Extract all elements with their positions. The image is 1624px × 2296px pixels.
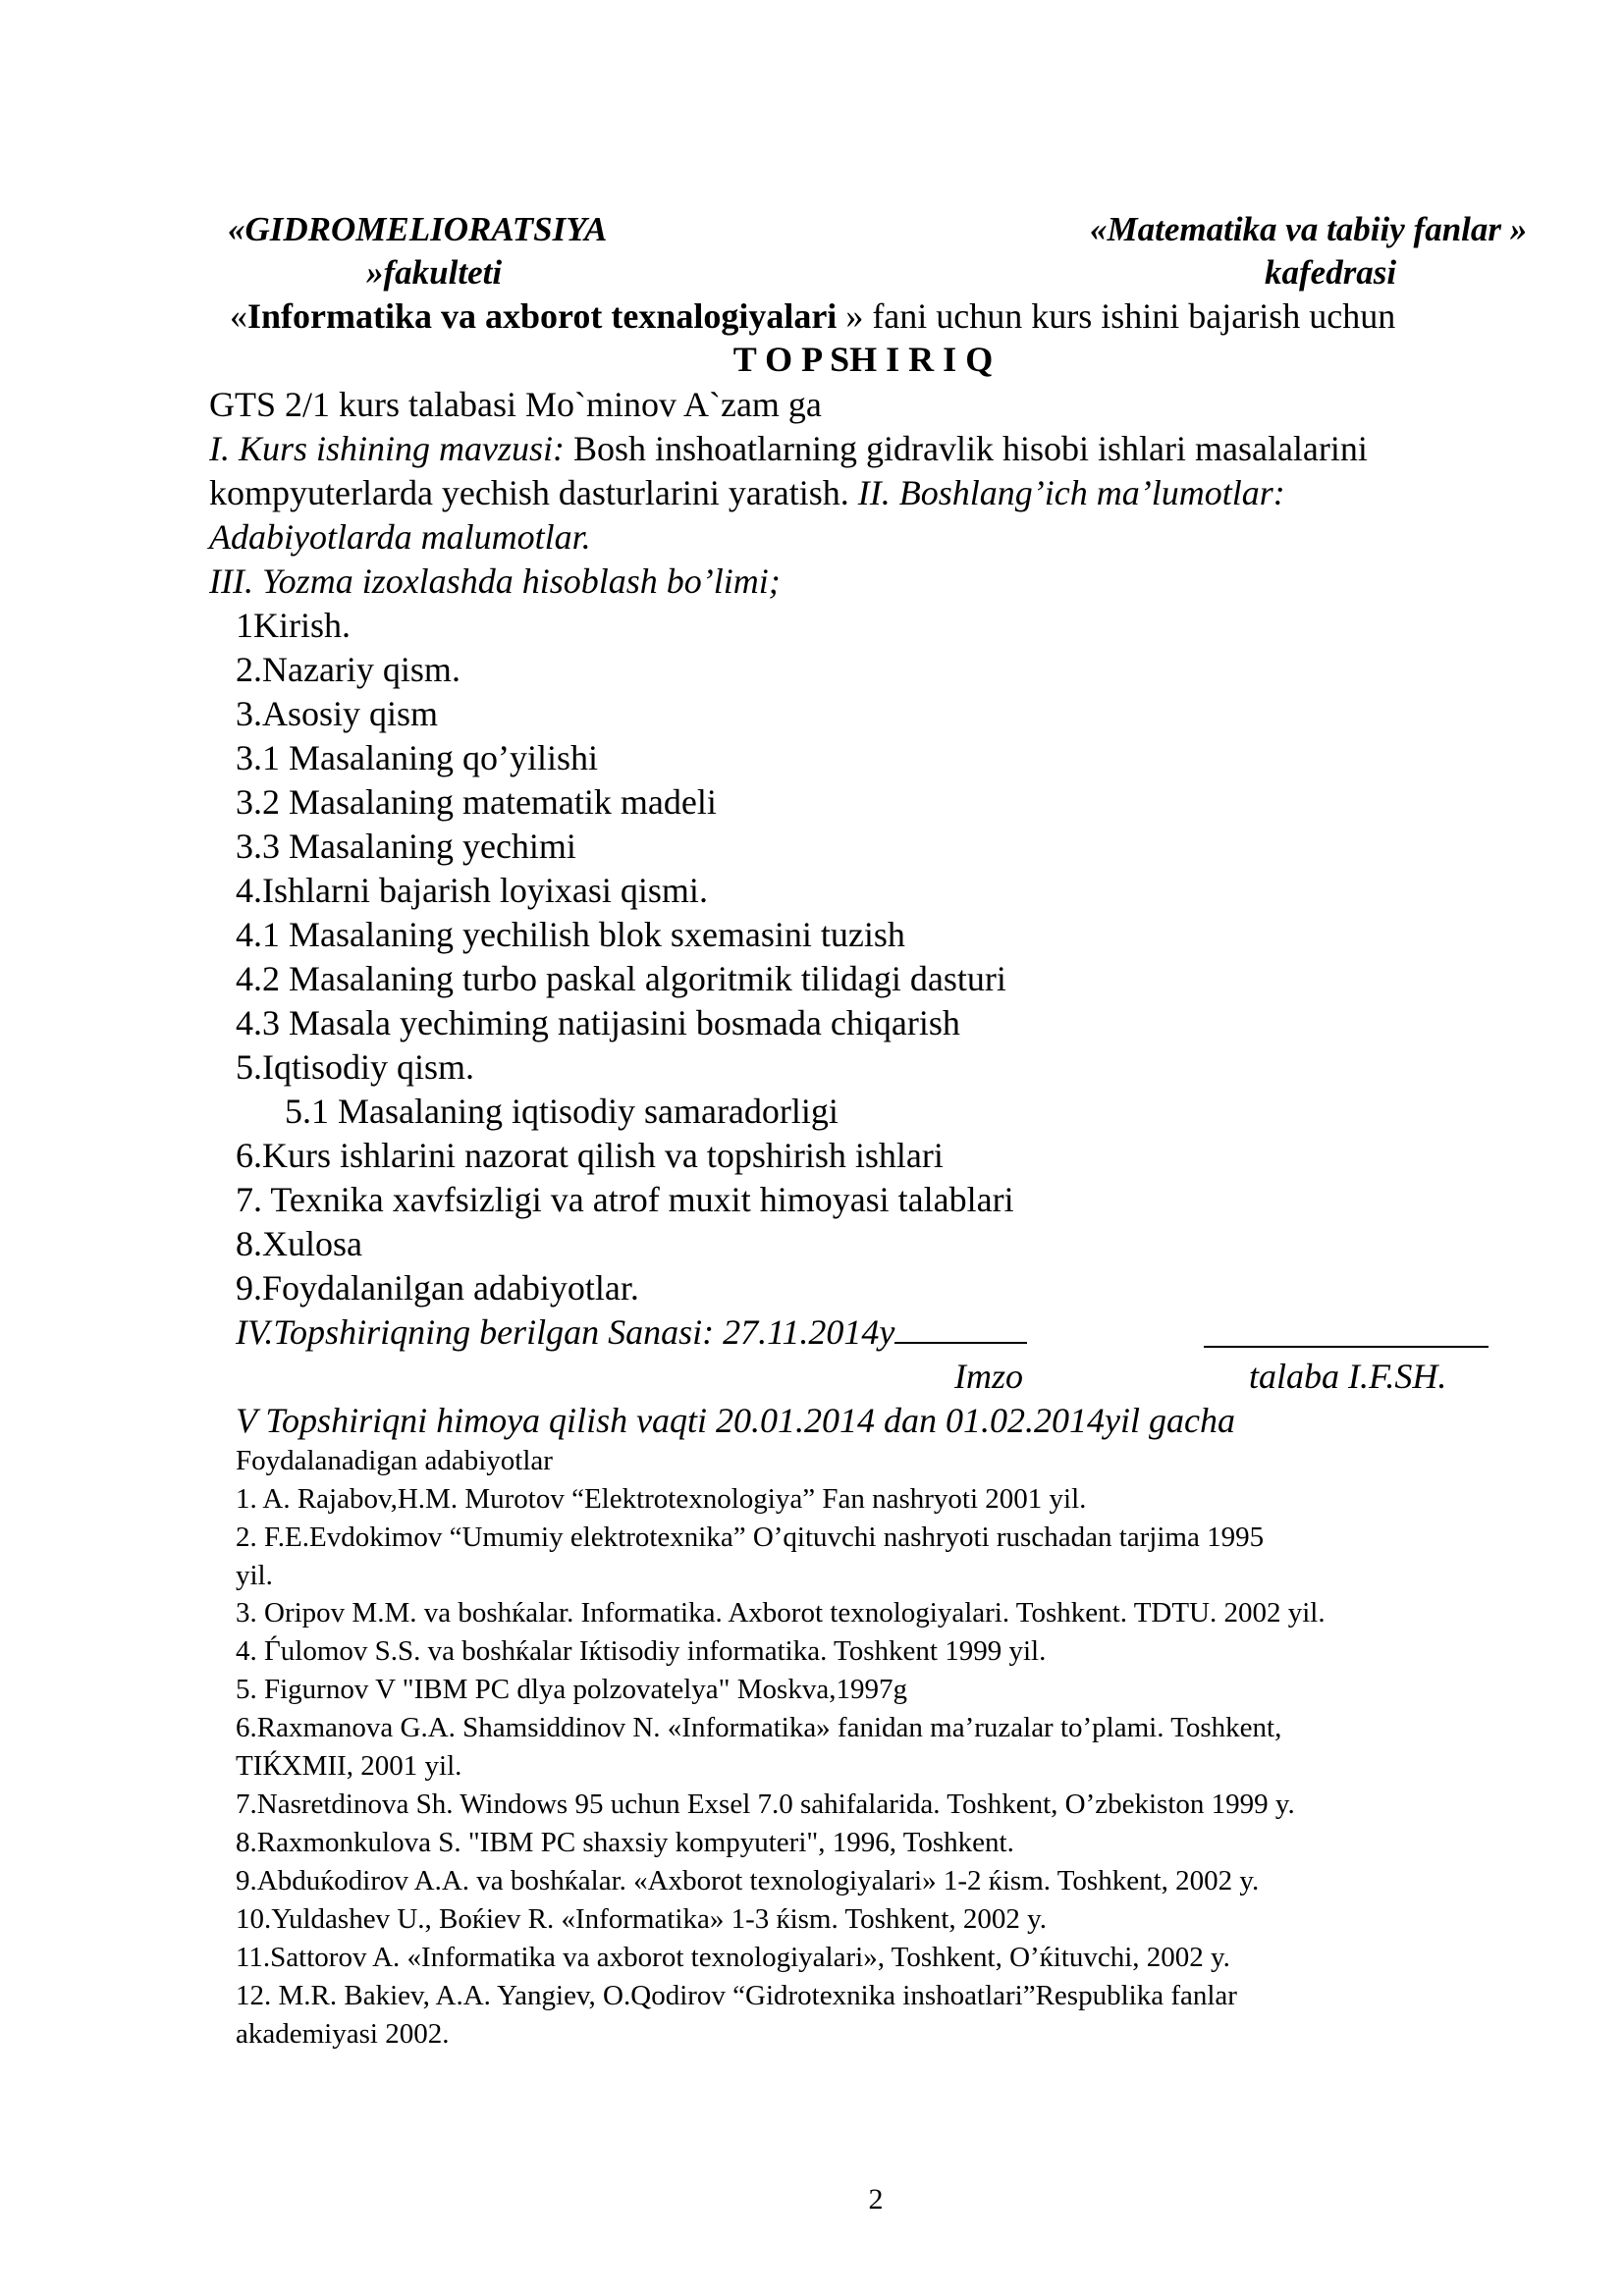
subject-open-quote: « [230, 296, 247, 336]
toc-item: 3.Asosiy qism [236, 694, 439, 733]
toc-item: 4.1 Masalaning yechilish blok sxemasini tuzish [236, 915, 905, 954]
reference-item: akademiyasi 2002. [236, 2018, 450, 2050]
toc-item: 1Kirish. [236, 606, 351, 645]
toc-item: 4.3 Masala yechiming natijasini bosmada chiqarish [236, 1003, 960, 1042]
toc-item: 4.2 Masalaning turbo paskal algoritmik tilidagi dasturi [236, 959, 1006, 998]
faculty-name: «GIDROMELIORATSIYA [228, 210, 608, 248]
faculty-label: »fakulteti [366, 253, 503, 292]
reference-item: 6.Raxmanova G.A. Shamsiddinov N. «Informatika» fanidan ma’ruzalar to’plami. Toshkent, [236, 1712, 1282, 1743]
reference-item: 1. A. Rajabov,H.M. Murotov “Elektrotexnologiya” Fan nashryoti 2001 yil. [236, 1483, 1087, 1515]
reference-item: 11.Sattorov A. «Informatika va axborot texnologiyalari», Toshkent, O’ќituvchi, 2002 y. [236, 1942, 1230, 1973]
signature-blank [894, 1312, 1027, 1344]
assigned-date-line [236, 1310, 1027, 1355]
page-title: T O P SH I R I Q [732, 340, 994, 379]
toc-item: 3.2 Masalaning matematik madeli [236, 782, 717, 822]
reference-item: 3. Oripov M.M. va boshќalar. Informatika. Axborot texnologiyalari. Toshkent. TDTU. 2002 yil. [236, 1597, 1326, 1629]
department-name: «Matematika va tabiiy fanlar » [1090, 210, 1528, 248]
reference-item: yil. [236, 1560, 273, 1591]
reference-item: 5. Figurnov V "IBM PC dlya polzovatelya" Moskva,1997g [236, 1674, 907, 1705]
reference-item: TIЌXMII, 2001 yil. [236, 1750, 462, 1782]
toc-item: 4.Ishlarni bajarish loyixasi qismi. [236, 871, 708, 910]
topic-line-1 [209, 427, 1368, 471]
reference-item: 9.Abduќodirov A.A. va boshќalar. «Axborot texnologiyalari» 1-2 ќism. Toshkent, 2002 y. [236, 1865, 1260, 1896]
reference-item: 12. M.R. Bakiev, A.A. Yangiev, O.Qodirov “Gidrotexnika inshoatlari”Respublika fanlar [236, 1980, 1237, 2011]
subject-name: Informatika va axborot texnalogiyalari [247, 296, 838, 336]
student-name-label: talaba I.F.SH. [1249, 1357, 1447, 1396]
reference-item: 7.Nasretdinova Sh. Windows 95 uchun Exsel 7.0 saһifalarida. Toshkent, O’zbekiston 1999 y. [236, 1789, 1295, 1820]
references-heading: Foydalanadigan adabiyotlar [236, 1445, 553, 1476]
assigned-date: IV.Topshiriqning berilgan Sanasi: 27.11.2014y [236, 1312, 895, 1352]
subject-line [230, 294, 1395, 339]
reference-item: 10.Yuldashev U., Boќiev R. «Informatika» 1-3 ќism. Toshkent, 2002 y. [236, 1903, 1047, 1935]
toc-item: 3.3 Masalaning yechimi [236, 827, 576, 866]
signature-label: Imzo [954, 1357, 1023, 1396]
student-line: GTS 2/1 kurs talabasi Mo`minov A`zam ga [209, 385, 822, 424]
department-label: kafedrasi [1265, 253, 1397, 292]
page-number: 2 [868, 2183, 884, 2216]
name-blank [1204, 1346, 1489, 1348]
reference-item: 4. Ѓulomov S.S. va boshќalar Iќtisodiy informatika. Toshkent 1999 yil. [236, 1635, 1047, 1667]
reference-item: 2. F.E.Evdokimov “Umumiy elektrotexnika” O’qituvchi nashryoti ruschadan tarjima 1995 [236, 1522, 1265, 1553]
toc-item: 5.1 Masalaning iqtisodiy samaradorligi [285, 1092, 839, 1131]
initial-data-text: Adabiyotlarda malumotlar. [209, 517, 591, 557]
topic-text-2: kompyuterlarda yechish dasturlarini yaratish. [209, 473, 849, 512]
toc-item: 8.Xulosa [236, 1224, 362, 1263]
topic-line-2 [209, 471, 1285, 515]
defense-line: V Topshiriqni himoya qilish vaqti 20.01.2014 dan 01.02.2014yil gacha [236, 1401, 1236, 1440]
toc-item: 7. Texnika xavfsizligi va atrof muxit himoyasi talablari [236, 1180, 1014, 1219]
topic-text-1: Bosh inshoatlarning gidravlik hisobi ishlari masalalarini [565, 429, 1368, 468]
toc-item: 9.Foydalanilgan adabiyotlar. [236, 1268, 639, 1308]
initial-data-label: II. Boshlang’ich ma’lumotlar: [848, 473, 1285, 512]
section3-heading: III. Yozma izoxlashda hisoblash bo’limi; [209, 561, 781, 601]
toc-item: 2.Nazariy qism. [236, 650, 460, 689]
toc-item: 3.1 Masalaning qo’yilishi [236, 738, 598, 777]
toc-item: 6.Kurs ishlarini nazorat qilish va topshirish ishlari [236, 1136, 944, 1175]
reference-item: 8.Raxmonkulova S. "IBM PC shaxsiy kompyuteri", 1996, Toshkent. [236, 1827, 1014, 1858]
toc-item: 5.Iqtisodiy qism. [236, 1047, 475, 1087]
topic-label: I. Kurs ishining mavzusi: [209, 429, 566, 468]
subject-rest: » fani uchun kurs ishini bajarish uchun [837, 296, 1396, 336]
